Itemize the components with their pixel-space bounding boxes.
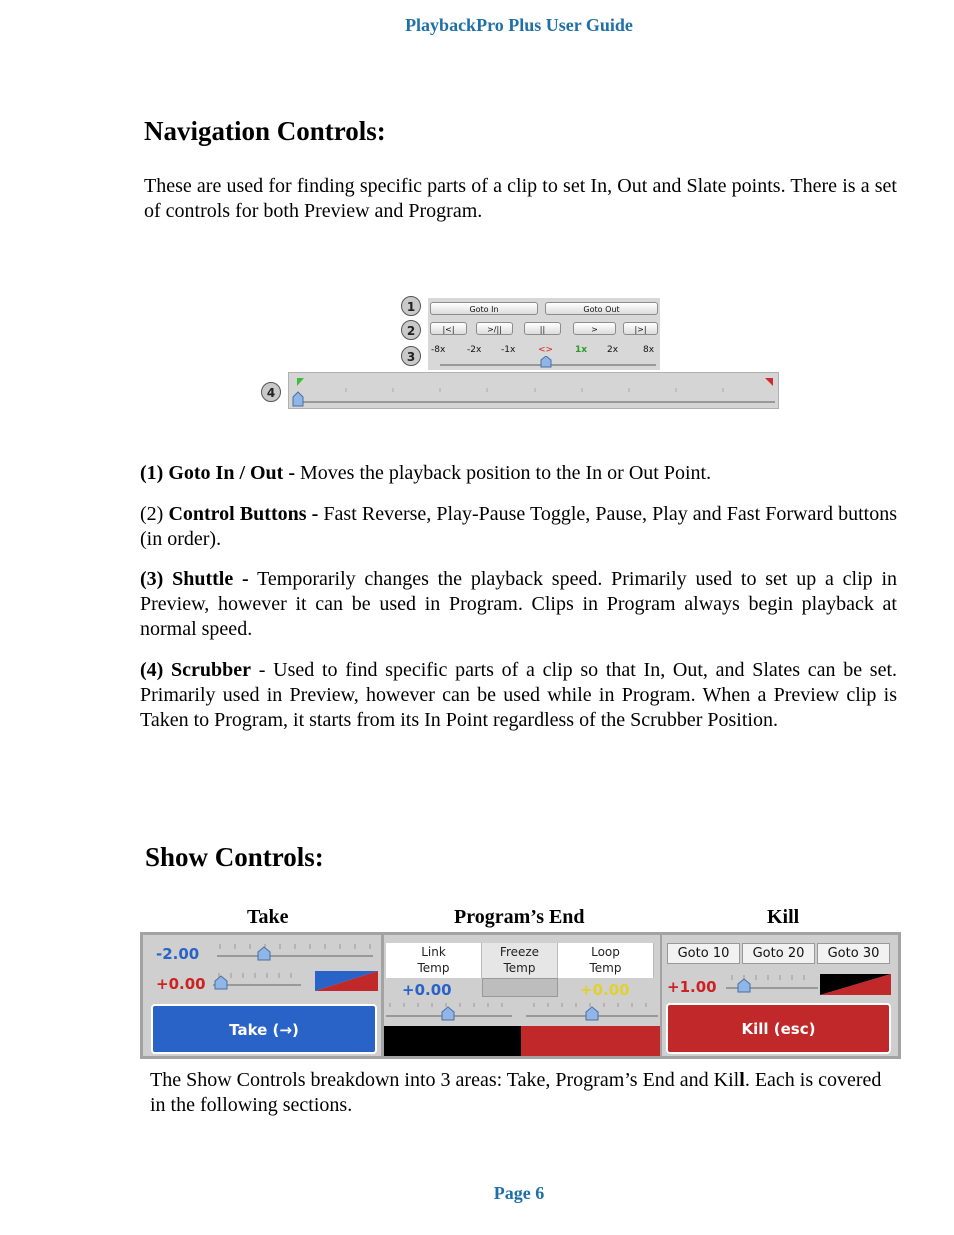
program-end-red-swatch xyxy=(521,1026,660,1056)
callout-badge-1: 1 xyxy=(401,296,421,316)
pause-button[interactable]: || xyxy=(524,322,561,335)
kill-button[interactable]: Kill (esc) xyxy=(666,1003,891,1054)
column-title-kill: Kill xyxy=(767,906,800,928)
freeze-temp-panel xyxy=(482,978,558,997)
shuttle-handle-icon xyxy=(541,356,551,367)
callout-badge-3: 3 xyxy=(401,346,421,366)
kill-area xyxy=(662,935,898,1056)
take-bottom-slider[interactable] xyxy=(211,971,303,991)
take-bottom-value: +0.00 xyxy=(156,975,206,993)
goto-20-button[interactable]: Goto 20 xyxy=(742,943,815,964)
take-top-slider[interactable] xyxy=(215,942,375,962)
play-button[interactable]: > xyxy=(573,322,616,335)
loop-temp-handle-icon xyxy=(586,1007,598,1020)
kill-handle-icon xyxy=(738,979,750,992)
take-top-handle-icon xyxy=(258,947,270,960)
fast-forward-button[interactable]: |>| xyxy=(623,322,658,335)
in-point-marker-icon xyxy=(297,378,304,386)
navigation-intro: These are used for finding specific parts of a clip to set In, Out and Slate points. There is a set of controls for both Preview and Program. xyxy=(144,175,897,222)
column-title-programs-end: Program’s End xyxy=(454,906,585,928)
control-buttons-description: (2) Control Buttons - Fast Reverse, Play-Pause Toggle, Pause, Play and Fast Forward buttons (in order). xyxy=(140,503,897,550)
scrubber-description: (4) Scrubber - Used to find specific parts of a clip so that In, Out, and Slates can be set. Primarily used in Preview, however can be used while in Program. When a Preview clip is Taken to Program, it starts from its In Point regardless of the Scrubber Position. xyxy=(140,659,898,731)
goto-10-button[interactable]: Goto 10 xyxy=(667,943,740,964)
navigation-heading: Navigation Controls: xyxy=(144,116,386,146)
loop-temp-tab[interactable]: Loop Temp xyxy=(558,943,654,978)
link-temp-value: +0.00 xyxy=(402,981,452,999)
show-controls-heading: Show Controls: xyxy=(145,842,324,872)
shuttle-speed-minus-2x[interactable]: -2x xyxy=(467,345,482,355)
out-point-marker-icon xyxy=(765,378,773,386)
freeze-temp-tab[interactable]: Freeze Temp xyxy=(482,943,558,978)
shuttle-slider[interactable] xyxy=(428,356,660,370)
callout-badge-4: 4 xyxy=(261,382,281,402)
scrubber-bar[interactable] xyxy=(288,372,779,409)
kill-value: +1.00 xyxy=(667,978,717,996)
link-temp-handle-icon xyxy=(442,1007,454,1020)
shuttle-speed-center[interactable]: <> xyxy=(538,345,554,355)
show-controls-panel xyxy=(140,932,901,1059)
shuttle-speed-2x[interactable]: 2x xyxy=(607,345,619,355)
goto-30-button[interactable]: Goto 30 xyxy=(817,943,890,964)
programs-end-sliders[interactable] xyxy=(384,1001,660,1023)
program-end-black-swatch xyxy=(384,1026,521,1056)
shuttle-description: (3) Shuttle - Temporarily changes the playback speed. Primarily used to set up a clip in Preview, however it can be used in Program. Clips in Program always begin playback at normal speed. xyxy=(140,568,897,640)
show-controls-description: The Show Controls breakdown into 3 areas: Take, Program’s End and Kill. Each is covered in the following sections. xyxy=(150,1069,882,1116)
shuttle-speed-1x[interactable]: 1x xyxy=(575,345,588,355)
document-header: PlaybackPro Plus User Guide xyxy=(405,15,633,35)
shuttle-speed-minus-8x[interactable]: -8x xyxy=(431,345,446,355)
take-bottom-handle-icon xyxy=(215,976,227,989)
fast-reverse-button[interactable]: |<| xyxy=(430,322,467,335)
kill-transition-preview-icon xyxy=(820,974,891,995)
goto-in-out-description: (1) Goto In / Out - Moves the playback position to the In or Out Point. xyxy=(140,462,712,484)
loop-temp-value: +0.00 xyxy=(580,981,630,999)
shuttle-speed-minus-1x[interactable]: -1x xyxy=(501,345,516,355)
goto-out-button[interactable]: Goto Out xyxy=(545,302,658,315)
page-number: Page 6 xyxy=(493,1183,545,1203)
play-pause-toggle-button[interactable]: >/|| xyxy=(476,322,513,335)
take-area xyxy=(143,935,381,1056)
goto-in-button[interactable]: Goto In xyxy=(430,302,538,315)
take-transition-preview-icon xyxy=(315,971,378,991)
take-top-value: -2.00 xyxy=(156,945,200,963)
link-temp-tab[interactable]: Link Temp xyxy=(386,943,482,978)
take-button[interactable]: Take (→) xyxy=(151,1004,377,1054)
programs-end-area xyxy=(384,935,660,1056)
kill-slider[interactable] xyxy=(724,973,820,995)
scrubber-handle-icon xyxy=(293,392,303,406)
shuttle-speed-8x[interactable]: 8x xyxy=(643,345,655,355)
column-title-take: Take xyxy=(247,906,289,928)
callout-badge-2: 2 xyxy=(401,320,421,340)
navigation-control-panel xyxy=(428,298,660,370)
